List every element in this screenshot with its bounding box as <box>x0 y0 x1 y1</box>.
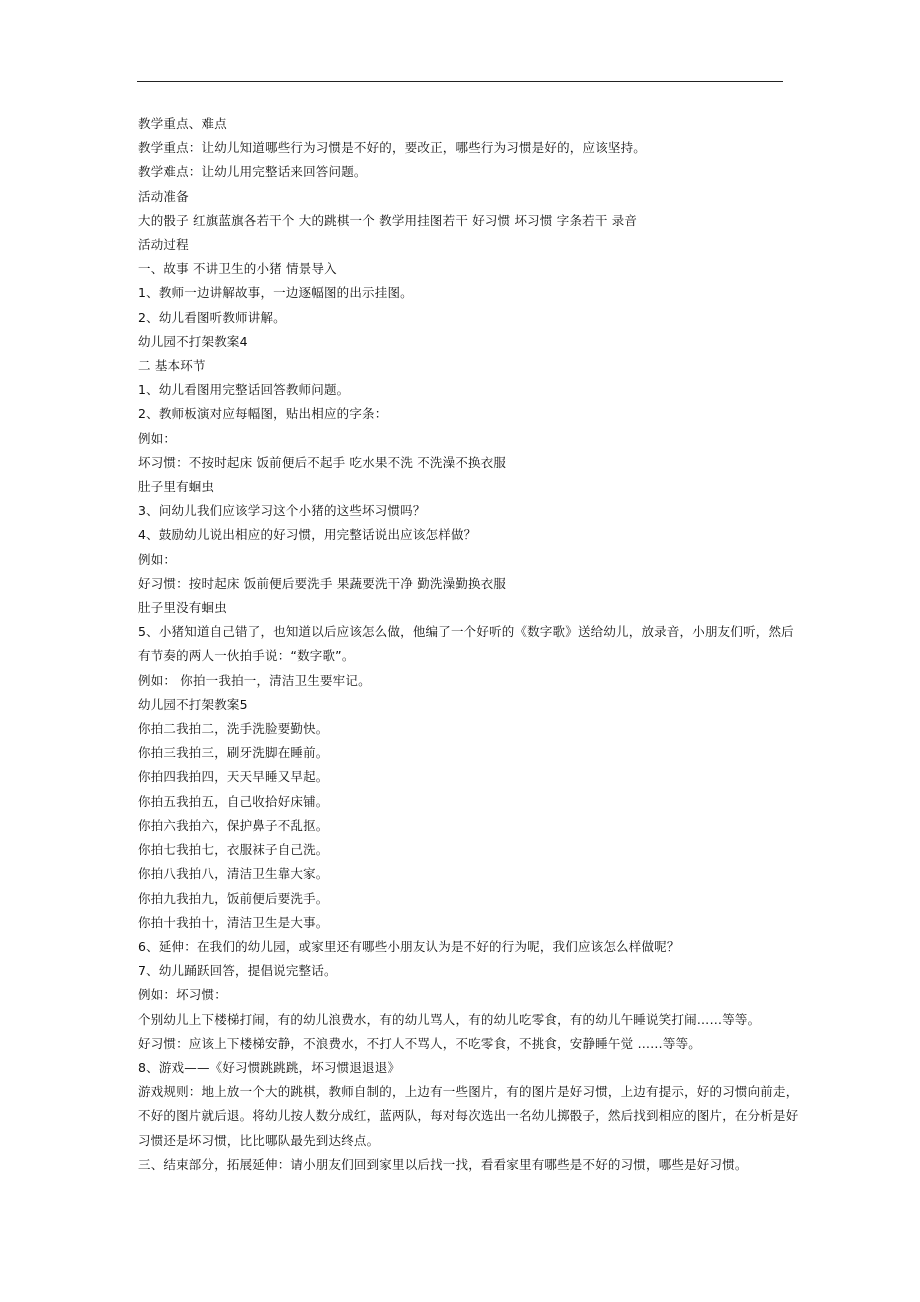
section-heading: 教学重点、难点 <box>138 116 227 131</box>
document-body <box>138 112 799 1177</box>
paragraph-line: 5、小猪知道自己错了，也知道以后应该怎么做，他编了一个好听的《数字歌》送给幼儿，放录音，小朋友们听，然后 <box>138 624 794 640</box>
song-line: 你拍九我拍九，饭前便后要洗手。 <box>138 890 329 906</box>
section-heading: 活动准备 <box>138 188 189 204</box>
paragraph-line: 游戏规则：地上放一个大的跳棋，教师自制的，上边有一些图片，有的图片是好习惯，上边有提示，好的习惯向前走， <box>138 1084 799 1100</box>
paragraph-line: 例如： <box>138 551 177 567</box>
song-line: 你拍五我拍五，自己收拾好床铺。 <box>138 793 329 809</box>
header-divider <box>137 81 783 82</box>
song-line: 你拍三我拍三，刷牙洗脚在睡前。 <box>138 745 329 761</box>
paragraph-line: 2、教师板演对应每幅图，贴出相应的字条： <box>138 406 388 422</box>
document-title: 幼儿园不打架教案4 <box>138 333 248 349</box>
paragraph-line: 例如： <box>138 430 177 446</box>
paragraph-line: 例如： 你拍一我拍一，清洁卫生要牢记。 <box>138 672 371 688</box>
section-heading: 二 基本环节 <box>138 358 206 374</box>
document-title: 幼儿园不打架教案5 <box>138 696 248 712</box>
paragraph-line: 不好的图片就后退。将幼儿按人数分成红，蓝两队，每对每次选出一名幼儿掷骰子，然后找到相应的图片，在分析是好 <box>138 1108 799 1124</box>
paragraph-line: 肚子里没有蛔虫 <box>138 600 227 616</box>
song-line: 你拍六我拍六，保护鼻子不乱抠。 <box>138 817 329 833</box>
song-line: 你拍十我拍十，清洁卫生是大事。 <box>138 914 329 930</box>
song-line: 你拍二我拍二，洗手洗脸要勤快。 <box>138 721 329 737</box>
paragraph-line: 好习惯：按时起床 饭前便后要洗手 果蔬要洗干净 勤洗澡勤换衣服 <box>138 575 507 591</box>
paragraph-line: 大的骰子 红旗蓝旗各若干个 大的跳棋一个 教学用挂图若干 好习惯 坏习惯 字条若干 录音 <box>138 212 638 228</box>
paragraph-line: 4、鼓励幼儿说出相应的好习惯，用完整话说出应该怎样做？ <box>138 527 477 543</box>
paragraph-line: 7、幼儿踊跃回答，提倡说完整话。 <box>138 963 337 979</box>
song-line: 你拍四我拍四，天天早睡又早起。 <box>138 769 329 785</box>
paragraph-line: 习惯还是坏习惯，比比哪队最先到达终点。 <box>138 1132 380 1148</box>
paragraph-line: 例如：坏习惯： <box>138 987 227 1003</box>
song-line: 你拍七我拍七，衣服袜子自己洗。 <box>138 842 329 858</box>
paragraph-line: 三、结束部分，拓展延伸：请小朋友们回到家里以后找一找，看看家里有哪些是不好的习惯，哪些是好习惯。 <box>138 1156 748 1172</box>
section-heading: 活动过程 <box>138 237 189 253</box>
paragraph-line: 3、问幼儿我们应该学习这个小猪的这些坏习惯吗？ <box>138 503 426 519</box>
paragraph-line: 有节奏的两人一伙拍手说：“数字歌”。 <box>138 648 355 664</box>
paragraph-line: 一、故事 不讲卫生的小猪 情景导入 <box>138 261 337 277</box>
paragraph-line: 6、延伸：在我们的幼儿园，或家里还有哪些小朋友认为是不好的行为呢，我们应该怎么样做呢？ <box>138 938 680 954</box>
paragraph-line: 1、幼儿看图用完整话回答教师问题。 <box>138 382 350 398</box>
paragraph-line: 坏习惯：不按时起床 饭前便后不起手 吃水果不洗 不洗澡不换衣服 <box>138 454 507 470</box>
paragraph-line: 1、教师一边讲解故事，一边逐幅图的出示挂图。 <box>138 285 413 301</box>
paragraph-line: 2、幼儿看图听教师讲解。 <box>138 309 286 325</box>
song-line: 你拍八我拍八，清洁卫生靠大家。 <box>138 866 329 882</box>
paragraph-line: 8、游戏——《好习惯跳跳跳，坏习惯退退退》 <box>138 1059 401 1075</box>
paragraph-line: 个别幼儿上下楼梯打闹，有的幼儿浪费水，有的幼儿骂人，有的幼儿吃零食，有的幼儿午睡说笑打闹……等等。 <box>138 1011 761 1027</box>
paragraph-line: 教学重点：让幼儿知道哪些行为习惯是不好的，要改正，哪些行为习惯是好的，应该坚持。 <box>138 140 647 156</box>
paragraph-line: 好习惯：应该上下楼梯安静，不浪费水，不打人不骂人，不吃零食，不挑食，安静睡午觉 ……等等。 <box>138 1035 701 1051</box>
paragraph-line: 教学难点：让幼儿用完整话来回答问题。 <box>138 164 367 180</box>
paragraph-line: 肚子里有蛔虫 <box>138 479 215 495</box>
